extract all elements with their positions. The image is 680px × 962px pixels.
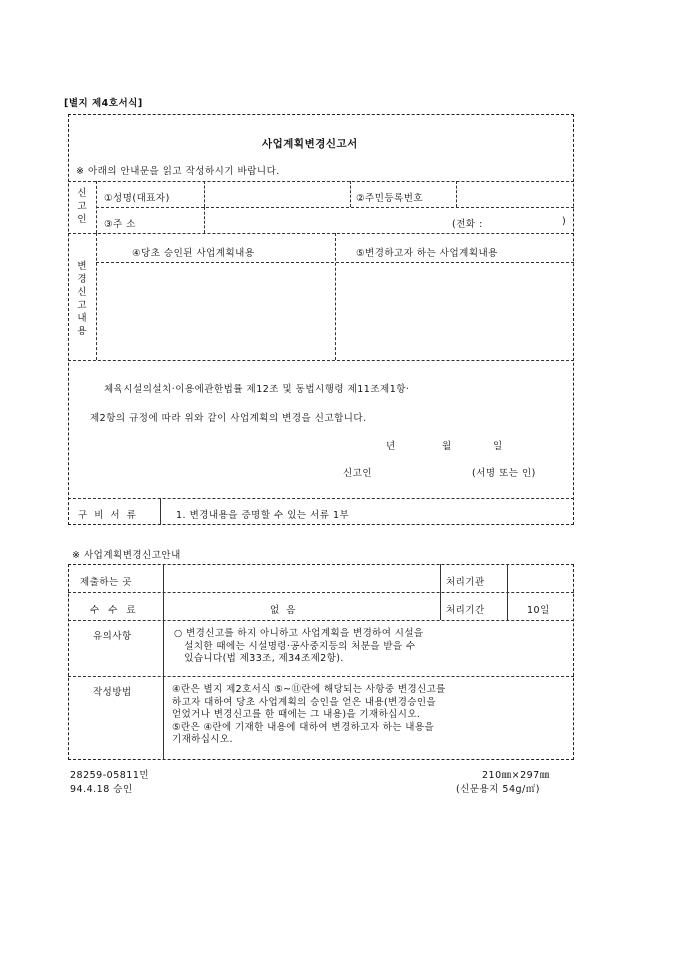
changed-plan-header: ⑤변경하고자 하는 사업계획내용 [356,248,498,259]
approval-date: 94.4.18 승인 [70,784,133,795]
fee-label: 수 수 료 [90,605,139,616]
divider [350,181,351,207]
address-field[interactable] [206,210,446,232]
phone-close: ) [562,216,567,227]
processing-org-label: 처리기관 [446,577,485,588]
label-char: 인 [77,214,87,225]
divider [68,181,574,182]
divider [96,233,97,360]
documents-label: 구 비 서 류 [78,510,138,521]
method-text: ④란은 별지 제2호서식 ⑤~⑪란에 해당되는 사항중 변경신고를 하고자 대하여 당초 사업계획의 승인을 얻은 내용(변경승인을 얻었거나 변경신고를 한 때에는 그 내용)을 기재하십시오. ⑤란은 ④란에 기재한 내용에 대하여 변경하고자 하는 내용을 기재하십시오. [172,684,446,745]
divider [163,564,164,760]
label-char: 경 [77,274,87,285]
phone-label: (전화 : [452,219,483,230]
submit-to-label: 제출하는 곳 [80,577,132,588]
original-plan-header: ④당초 승인된 사업계획내용 [132,248,255,259]
label-char: 내 [77,313,87,324]
divider [68,498,574,499]
date-month: 월 [442,441,452,452]
address-label: ③주 소 [104,219,136,230]
divider [96,207,574,208]
name-field[interactable] [206,184,348,206]
paper-type: (신문용지 54g/㎡) [456,784,540,795]
divider [335,233,336,360]
label-char: 신 [77,188,87,199]
statement-line-1: 체육시설의설치·이용에관한법률 제12조 및 동법시행령 제11조제1항· [104,384,410,395]
applicant-label [76,187,88,226]
signature-label: (서명 또는 인) [472,468,536,479]
documents-value: 1. 변경내용을 증명할 수 있는 서류 1부 [176,510,350,521]
date-year: 년 [386,441,396,452]
resident-number-field[interactable] [458,184,572,206]
divider [68,592,574,593]
divider [440,564,441,620]
divider [160,498,161,525]
date-day: 일 [493,441,503,452]
divider [68,360,574,361]
changed-plan-field[interactable] [337,264,572,358]
phone-field[interactable] [500,210,560,232]
label-char: 고 [77,201,87,212]
form-title: 사업계획변경신고서 [262,138,358,150]
change-content-label [76,260,88,338]
guide-title: ※ 사업계획변경신고안내 [72,550,181,561]
divider [68,676,574,677]
method-label: 작성방법 [93,687,132,698]
name-label: ①성명(대표자) [104,193,170,204]
signer-label: 신고인 [343,468,373,479]
divider [456,181,457,207]
caution-label: 유의사항 [93,631,132,642]
form-notice: ※ 아래의 안내문을 읽고 작성하시기 바랍니다. [76,166,280,177]
fee-value: 없 음 [270,605,298,616]
paper-size: 210㎜×297㎜ [482,770,550,781]
processing-time-label: 처리기간 [446,605,485,616]
label-char: 고 [77,300,87,311]
processing-time-value: 10일 [527,605,550,616]
divider [68,620,574,621]
label-char: 변 [77,261,87,272]
label-char: 신 [77,287,87,298]
resident-number-label: ②주민등록번호 [356,193,424,204]
original-plan-field[interactable] [98,264,333,358]
divider [507,564,508,620]
statement-line-2: 제2항의 규정에 따라 위와 같이 사업계획의 변경을 신고합니다. [90,413,367,424]
divider [204,181,205,207]
form-number: [별지 제4호서식] [64,98,143,109]
caution-text: ○ 변경신고를 하지 아니하고 사업계획을 변경하여 시설을 설치한 때에는 시설명령·공사중지등의 처분을 받을 수 있습니다(법 제33조, 제34조제2항). [174,628,424,664]
divider [68,233,574,234]
divider [204,207,205,233]
print-code: 28259-05811민 [70,770,150,781]
label-char: 용 [77,326,87,337]
divider [96,181,97,233]
